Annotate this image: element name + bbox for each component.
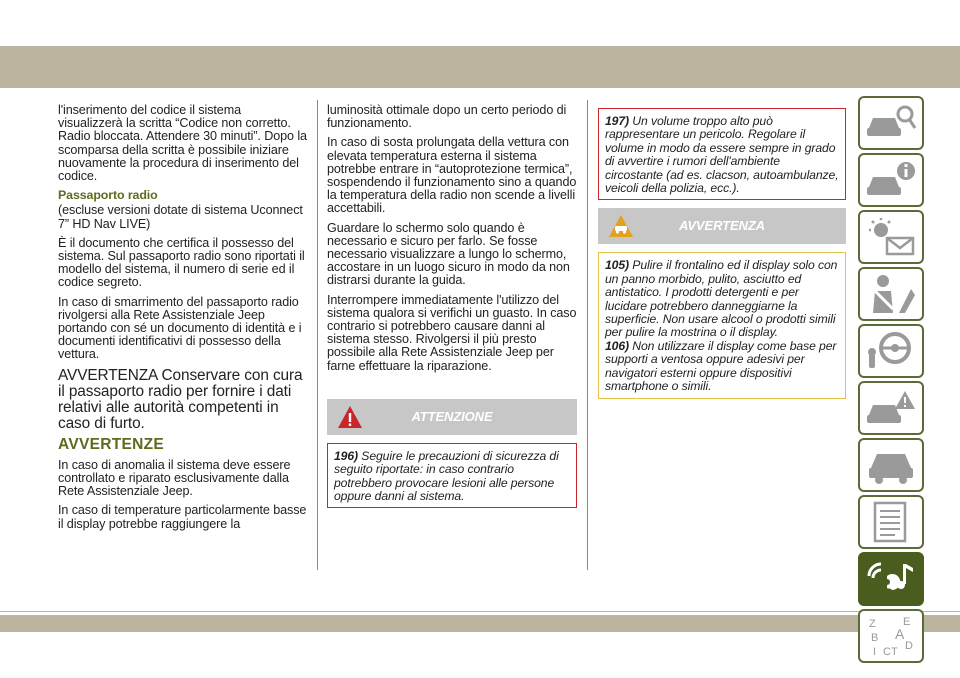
column-divider bbox=[587, 100, 588, 570]
car-info-icon bbox=[865, 159, 917, 201]
column-divider bbox=[317, 100, 318, 570]
header-band bbox=[0, 46, 960, 88]
attenzione-banner bbox=[327, 399, 577, 435]
svg-text:D: D bbox=[905, 640, 913, 652]
chapter-tabs bbox=[858, 96, 928, 666]
column-3 bbox=[598, 104, 846, 399]
car-search-icon bbox=[865, 102, 917, 144]
heading-avvertenze: AVVERTENZE bbox=[58, 435, 165, 453]
paragraph: (escluse versioni dotate di sistema Uconnect 7” HD Nav LIVE) bbox=[58, 203, 303, 231]
tab-lights-message[interactable] bbox=[858, 210, 924, 264]
page-number: 305 bbox=[883, 585, 913, 604]
paragraph: luminosità ottimale dopo un certo periodo di funzionamento. bbox=[327, 103, 567, 131]
svg-text:C: C bbox=[883, 646, 891, 657]
tab-steering-key[interactable] bbox=[858, 324, 924, 378]
svg-text:I: I bbox=[873, 646, 877, 657]
note-number: 197) bbox=[605, 114, 629, 128]
tab-car-service[interactable] bbox=[858, 438, 924, 492]
svg-text:E: E bbox=[903, 616, 911, 628]
tab-car-search[interactable] bbox=[858, 96, 924, 150]
paragraph: Guardare lo schermo solo quando è necessario e sicuro per farlo. Se fosse necessario visualizzare a lungo lo schermo, accostare in un luogo sicuro in modo da non distrarsi durante la guida. bbox=[327, 220, 570, 288]
warning-paragraph: AVVERTENZA Conservare con cura il passaporto radio per fornire i dati relativi alle autorità competenti in caso di furto. bbox=[58, 366, 303, 432]
banner-label: AVVERTENZA bbox=[679, 218, 765, 234]
spec-sheet-icon bbox=[865, 501, 917, 543]
column-2 bbox=[327, 104, 577, 508]
column-1 bbox=[58, 104, 308, 537]
paragraph: È il documento che certifica il possesso del sistema. Sul passaporto radio sono riportati il modello del sistema, il numero di serie ed il codice segreto. bbox=[58, 235, 305, 290]
subheading-passaporto: Passaporto radio bbox=[58, 188, 158, 203]
seat-belt-airbag-icon bbox=[865, 273, 917, 315]
paragraph: l'inserimento del codice il sistema visualizzerà la scritta “Codice non corretto. Radio bloccata. Attendere 30 minuti”. Dopo la scomparsa della scritta è possibile iniziare nuovamente la procedura di inserimento del codice. bbox=[58, 103, 307, 184]
paragraph: In caso di smarrimento del passaporto radio rivolgersi alla Rete Assistenziale Jeep portando con sé un documento di identità e i documenti identificativi di possesso della vettura. bbox=[58, 294, 302, 362]
tab-car-info[interactable] bbox=[858, 153, 924, 207]
avvertenza-banner bbox=[598, 208, 846, 244]
note-196 bbox=[327, 443, 577, 509]
note-text: Un volume troppo alto può rappresentare un pericolo. Regolare il volume in modo da essere sempre in grado di avvertire i rumori dell'ambiente circostante (ad es. clacson, autoambulanze, veicoli della polizia, ecc.). bbox=[605, 114, 839, 196]
tab-seat-belt[interactable] bbox=[858, 267, 924, 321]
car-service-icon bbox=[865, 444, 917, 486]
footer-band bbox=[0, 615, 960, 632]
note-105-106 bbox=[598, 252, 846, 398]
svg-text:B: B bbox=[871, 632, 879, 644]
paragraph: Interrompere immediatamente l'utilizzo del sistema qualora si verifichi un guasto. In caso contrario si potrebbero causare danni al sistema stesso. Rivolgersi il più presto possibile alla Rete Assistenziale Jeep per farne effettuare la riparazione. bbox=[327, 292, 577, 373]
index-letters-icon bbox=[865, 615, 917, 657]
svg-text:A: A bbox=[895, 626, 905, 642]
tab-spec-sheet[interactable] bbox=[858, 495, 924, 549]
paragraph: In caso di temperature particolarmente basse il display potrebbe raggiungere la bbox=[58, 503, 307, 531]
lights-message-icon bbox=[865, 216, 917, 258]
note-number: 106) bbox=[605, 338, 629, 353]
tab-index[interactable] bbox=[858, 609, 924, 663]
note-number: 105) bbox=[605, 258, 629, 273]
tab-car-warning[interactable] bbox=[858, 381, 924, 435]
banner-label: ATTENZIONE bbox=[411, 408, 493, 424]
paragraph: In caso di sosta prolungata della vettura con elevata temperatura esterna il sistema potrebbe entrare in “autoprotezione termica”, sospendendo il funzionamento sino a quando la temperatura della radio non scende a livelli accettabili. bbox=[327, 135, 577, 216]
car-warning-icon bbox=[865, 387, 917, 429]
note-number: 196) bbox=[334, 448, 358, 463]
steering-key-icon bbox=[865, 330, 917, 372]
note-text: Seguire le precauzioni di sicurezza di seguito riportate: in caso contrario potrebbero provocare lesioni alle persone oppure danni al sistema. bbox=[334, 448, 559, 504]
svg-text:T: T bbox=[891, 646, 898, 657]
paragraph: In caso di anomalia il sistema deve essere controllato e riparato esclusivamente dalla Rete Assistenziale Jeep. bbox=[58, 457, 291, 499]
svg-text:Z: Z bbox=[869, 618, 876, 630]
note-197 bbox=[598, 108, 846, 200]
note-text: Pulire il frontalino ed il display solo con un panno morbido, pulito, asciutto ed antistatico. I prodotti detergenti e per lucidare potrebbero danneggiarne la superficie. Non usare alcool o prodotti simili per pulire la mostrina o il display. bbox=[605, 258, 838, 340]
note-text: Non utilizzare il display come base per supporti a ventosa oppure adesivi per navigatori esterni oppure dispositivi smartphone o simili. bbox=[605, 338, 837, 394]
footer-line bbox=[0, 611, 960, 612]
